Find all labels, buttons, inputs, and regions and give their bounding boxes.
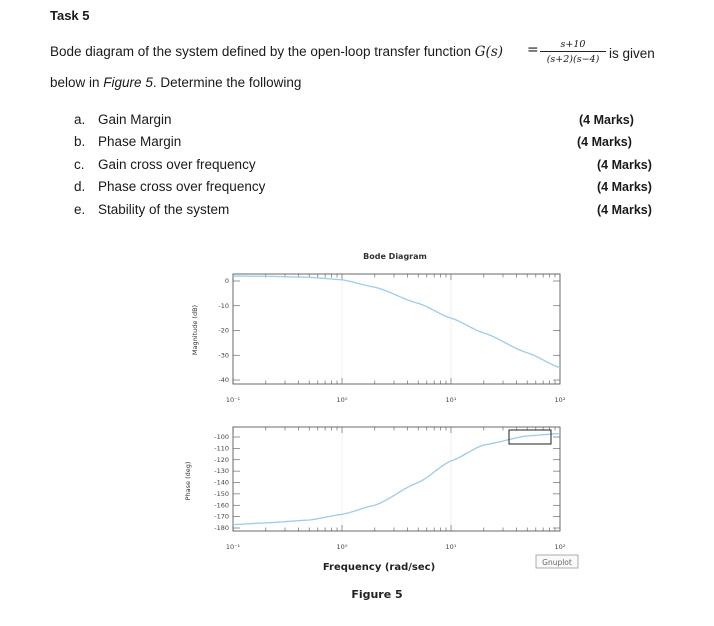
gnuplot-badge-label: Gnuplot — [542, 558, 572, 567]
phase-plot — [184, 427, 566, 551]
marks-d: (4 Marks) — [597, 180, 652, 194]
marks-a: (4 Marks) — [579, 113, 634, 127]
equals-sign: = — [527, 42, 539, 58]
x-axis-label: Frequency (rad/sec) — [322, 562, 436, 573]
magnitude-x-tick-labels — [226, 396, 566, 404]
marks-e: (4 Marks) — [597, 203, 652, 217]
question-text: Gain Margin — [98, 112, 172, 127]
y-tick-label: 0 — [224, 277, 229, 285]
magnitude-gridlines — [342, 274, 451, 384]
task-title: Task 5 — [50, 8, 90, 23]
marks-c: (4 Marks) — [597, 158, 652, 172]
question-letter: c. — [74, 157, 85, 172]
phase-curve — [233, 434, 560, 525]
magnitude-axis-ticks — [218, 274, 560, 384]
phase-x-tick-labels — [226, 543, 566, 551]
magnitude-curve — [233, 276, 560, 368]
y-tick-label: -110 — [214, 444, 229, 453]
numerator: s+10 — [540, 39, 606, 52]
question-letter: e. — [74, 202, 86, 217]
x-tick-label: 10¹ — [445, 396, 457, 404]
question-letter: b. — [74, 134, 86, 149]
transfer-function-label: G(s) — [474, 44, 504, 60]
intro-line2-post: . Determine the following — [152, 75, 302, 90]
denominator: (s+2)(s−4) — [546, 54, 600, 65]
question-text: Gain cross over frequency — [98, 157, 256, 172]
x-tick-label: 10¹ — [445, 543, 457, 551]
y-tick-label: -20 — [218, 326, 229, 335]
question-text: Phase Margin — [98, 134, 182, 149]
x-tick-label: 10⁰ — [336, 396, 348, 404]
intro-line2-pre: below in — [50, 75, 104, 90]
y-tick-label: -100 — [214, 433, 229, 441]
y-tick-label: -120 — [214, 455, 229, 464]
phase-gridlines — [342, 427, 451, 531]
figure-caption: Figure 5 — [351, 588, 403, 601]
gnuplot-badge — [536, 555, 578, 568]
magnitude-plot — [191, 274, 566, 404]
y-tick-label: -160 — [214, 501, 229, 510]
y-tick-label: -140 — [214, 478, 229, 487]
zoom-box — [509, 430, 551, 444]
magnitude-ylabel: Magnitude (dB) — [191, 304, 199, 356]
x-tick-label: 10² — [554, 396, 566, 404]
x-tick-label: 10² — [554, 543, 566, 551]
x-tick-label: 10⁰ — [336, 543, 348, 551]
intro-after: is given — [609, 46, 655, 61]
y-tick-label: -10 — [218, 301, 229, 310]
y-tick-label: -30 — [218, 351, 229, 360]
phase-ylabel: Phase (deg) — [184, 461, 192, 501]
y-tick-label: -130 — [214, 467, 229, 476]
plot-title: Bode Diagram — [363, 252, 427, 261]
question-letter: a. — [74, 112, 86, 127]
y-tick-label: -170 — [214, 512, 229, 521]
question-text: Stability of the system — [98, 202, 230, 217]
x-tick-label: 10⁻¹ — [225, 543, 241, 551]
question-text: Phase cross over frequency — [98, 179, 266, 194]
marks-b: (4 Marks) — [577, 135, 632, 149]
y-tick-label: -180 — [214, 524, 229, 532]
y-tick-label: -40 — [218, 376, 229, 384]
phase-frame — [233, 427, 560, 531]
intro-before: Bode diagram of the system defined by the open-loop transfer function — [50, 44, 475, 59]
question-letter: d. — [74, 179, 86, 194]
figure-reference: Figure 5 — [103, 75, 153, 90]
magnitude-frame — [233, 274, 560, 384]
x-tick-label: 10⁻¹ — [225, 396, 241, 404]
phase-axis-ticks — [214, 427, 560, 532]
y-tick-label: -150 — [214, 489, 229, 498]
